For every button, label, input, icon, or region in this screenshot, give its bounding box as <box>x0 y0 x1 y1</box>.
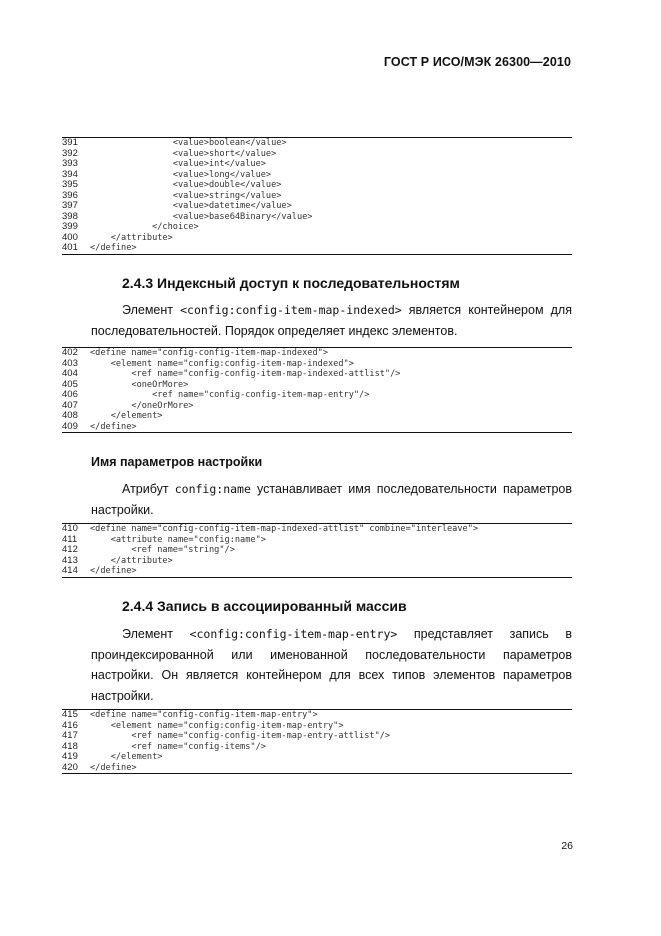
code-listing-415-420 <box>62 709 572 774</box>
code-line <box>62 721 572 732</box>
line-number: 406 <box>62 389 78 400</box>
code-text: </define> <box>90 566 137 576</box>
code-text: <define name="config-config-item-map-entry"> <box>90 710 318 720</box>
paragraph-line: последовательностей. Порядок определяет индекс элементов. <box>91 323 458 338</box>
code-text: <element name="config:config-item-map-indexed"> <box>90 358 354 369</box>
code-text: <value>string</value> <box>90 190 282 201</box>
line-number: 407 <box>62 399 78 411</box>
code-line <box>62 170 572 181</box>
code-line <box>62 243 572 254</box>
line-number: 400 <box>62 231 78 243</box>
line-number: 402 <box>62 347 78 358</box>
code-line <box>62 710 572 721</box>
line-number: 416 <box>62 719 78 731</box>
code-line <box>62 411 572 422</box>
code-text: <value>base64Binary</value> <box>90 211 313 222</box>
line-number: 419 <box>62 751 78 762</box>
code-line <box>62 545 572 556</box>
code-line <box>62 390 572 401</box>
paragraph-line: настройки. <box>91 688 154 703</box>
subsection-config-name-paragraph <box>91 479 572 520</box>
code-text: <ref name="config-config-item-map-entry-attlist"/> <box>90 731 391 741</box>
line-number: 414 <box>62 565 78 576</box>
line-number: 391 <box>62 137 78 148</box>
code-text: <value>short</value> <box>90 148 277 159</box>
code-text: <value>boolean</value> <box>90 138 287 148</box>
line-number: 405 <box>62 378 78 390</box>
code-line <box>62 159 572 170</box>
code-line <box>62 401 572 412</box>
section-2-4-3-paragraph <box>91 300 572 341</box>
code-text: <define name="config-config-item-map-indexed-attlist" combine="interleave"> <box>90 524 479 534</box>
code-line <box>62 212 572 223</box>
code-listing-391-401 <box>62 137 572 255</box>
paragraph-text: Элемент <box>122 627 173 641</box>
code-text: </oneOrMore> <box>90 400 194 411</box>
line-number: 397 <box>62 200 78 211</box>
line-number: 396 <box>62 189 78 201</box>
code-line <box>62 535 572 546</box>
line-number: 412 <box>62 544 78 555</box>
line-number: 394 <box>62 168 78 180</box>
line-number: 404 <box>62 368 78 379</box>
line-number: 410 <box>62 523 78 534</box>
paragraph-line: настройки. <box>91 502 154 517</box>
code-text: <value>long</value> <box>90 169 272 180</box>
code-text: <ref name="config-config-item-map-entry"/> <box>90 390 370 400</box>
code-line <box>62 191 572 202</box>
paragraph-line: проиндексированной или именованной последовательности параметров <box>91 647 572 662</box>
line-number: 413 <box>62 554 78 566</box>
paragraph-line: настройки. Он является контейнером для всех типов элементов параметров <box>91 668 572 682</box>
page-number: 26 <box>561 840 573 852</box>
code-text: </element> <box>90 411 163 421</box>
code-text: <attribute name="config:name"> <box>90 534 266 545</box>
line-number: 392 <box>62 147 78 159</box>
section-heading-2-4-4: 2.4.4 Запись в ассоциированный массив <box>122 598 407 614</box>
code-text: <define name="config-config-item-map-indexed"> <box>90 348 328 358</box>
line-number: 418 <box>62 740 78 752</box>
code-line <box>62 742 572 753</box>
line-number: 395 <box>62 179 78 190</box>
code-line <box>62 566 572 577</box>
code-line <box>62 731 572 742</box>
line-number: 401 <box>62 242 78 253</box>
code-text: </define> <box>90 762 137 773</box>
paragraph-line <box>91 624 572 645</box>
code-line <box>62 233 572 244</box>
code-line <box>62 369 572 380</box>
line-number: 403 <box>62 357 78 369</box>
inline-code: config:name <box>174 482 251 496</box>
section-2-4-4-paragraph <box>91 624 572 706</box>
line-number: 399 <box>62 221 78 232</box>
code-line <box>62 556 572 567</box>
code-line <box>62 149 572 160</box>
line-number: 411 <box>62 533 78 545</box>
line-number: 415 <box>62 709 78 720</box>
paragraph-text: представляет запись в <box>413 627 572 641</box>
line-number: 417 <box>62 730 78 741</box>
code-line <box>62 763 572 774</box>
code-text: </define> <box>90 421 137 432</box>
code-line <box>62 524 572 535</box>
line-number: 409 <box>62 420 78 432</box>
code-text: <ref name="string"/> <box>90 545 235 555</box>
line-number: 420 <box>62 761 78 773</box>
paragraph-text: является контейнером для <box>408 303 572 317</box>
inline-code: <config:config-item-map-indexed> <box>180 303 402 317</box>
code-line <box>62 222 572 233</box>
code-line <box>62 380 572 391</box>
code-text: <element name="config:config-item-map-entry"> <box>90 720 344 731</box>
code-text: </attribute> <box>90 555 173 566</box>
paragraph-text: Атрибут <box>122 482 169 496</box>
code-listing-410-414 <box>62 523 572 578</box>
code-text: <value>int</value> <box>90 159 266 169</box>
code-text: <ref name="config-items"/> <box>90 741 266 752</box>
code-text: <oneOrMore> <box>90 379 189 390</box>
subsection-heading-config-name: Имя параметров настройки <box>91 455 263 469</box>
paragraph-text: устанавливает имя последовательности параметров <box>257 482 572 496</box>
line-number: 398 <box>62 210 78 222</box>
document-header: ГОСТ Р ИСО/МЭК 26300—2010 <box>383 55 571 69</box>
code-line <box>62 201 572 212</box>
code-text: <ref name="config-config-item-map-indexed-attlist"/> <box>90 369 401 379</box>
paragraph-text: Элемент <box>122 303 173 317</box>
code-text: <value>datetime</value> <box>90 201 292 211</box>
code-line <box>62 422 572 433</box>
code-listing-402-409 <box>62 347 572 433</box>
code-line <box>62 359 572 370</box>
paragraph-line <box>91 300 572 321</box>
code-text: </element> <box>90 752 163 762</box>
section-heading-2-4-3: 2.4.3 Индексный доступ к последовательностям <box>122 275 460 291</box>
inline-code: <config:config-item-map-entry> <box>189 627 398 641</box>
code-text: </define> <box>90 243 137 253</box>
line-number: 408 <box>62 410 78 421</box>
code-text: <value>double</value> <box>90 180 282 190</box>
code-text: </choice> <box>90 222 199 232</box>
code-line <box>62 180 572 191</box>
code-line <box>62 138 572 149</box>
code-line <box>62 752 572 763</box>
code-line <box>62 348 572 359</box>
line-number: 393 <box>62 158 78 169</box>
paragraph-line <box>91 479 572 500</box>
code-text: </attribute> <box>90 232 173 243</box>
